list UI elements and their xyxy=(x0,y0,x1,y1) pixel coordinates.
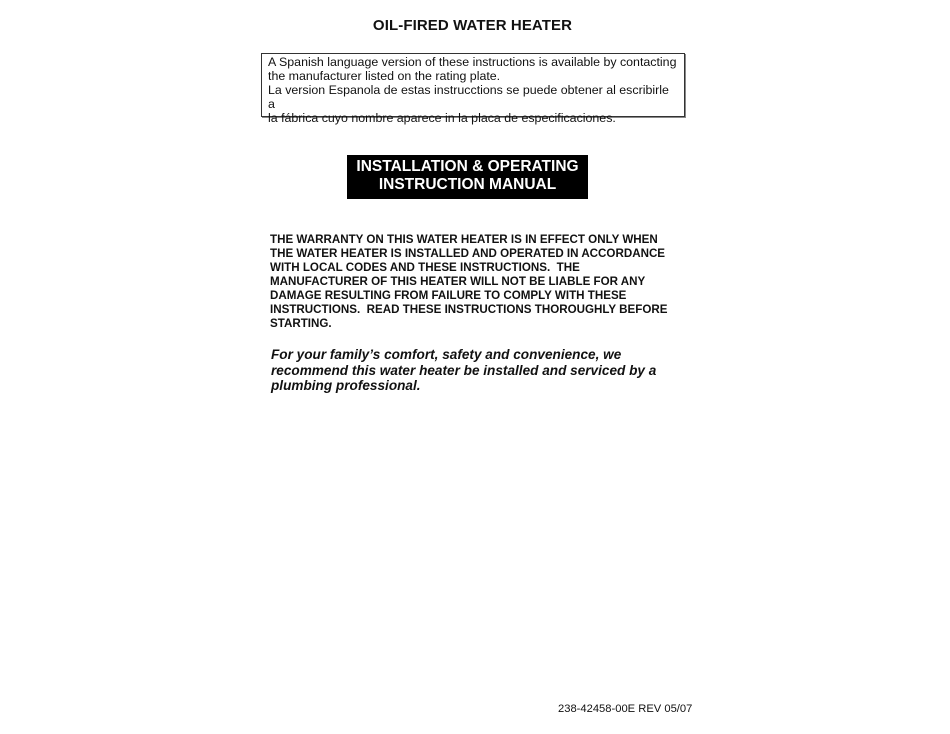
notice-line: A Spanish language version of these instructions is available by contacting xyxy=(268,55,677,69)
document-title: OIL-FIRED WATER HEATER xyxy=(372,17,573,34)
warranty-line: THE WATER HEATER IS INSTALLED AND OPERATED IN ACCORDANCE xyxy=(270,247,666,260)
warranty-line: DAMAGE RESULTING FROM FAILURE TO COMPLY WITH THESE xyxy=(270,289,627,302)
banner-line: INSTALLATION & OPERATING xyxy=(356,158,579,175)
recommendation-line: plumbing professional. xyxy=(271,378,421,393)
notice-line: the manufacturer listed on the rating plate. xyxy=(268,69,501,83)
notice-line: la fábrica cuyo nombre aparece in la placa de especificaciones. xyxy=(268,111,616,125)
recommendation-line: For your family’s comfort, safety and convenience, we xyxy=(271,347,622,362)
document-number: 238-42458-00E REV 05/07 xyxy=(558,703,693,715)
recommendation-line: recommend this water heater be installed and serviced by a xyxy=(271,362,657,378)
notice-line: La version Espanola de estas instrucctions se puede obtener al escribirle a xyxy=(268,83,669,111)
warranty-line: THE WARRANTY ON THIS WATER HEATER IS IN EFFECT ONLY WHEN xyxy=(270,233,658,246)
warranty-line: INSTRUCTIONS. READ THESE INSTRUCTIONS THOROUGHLY BEFORE xyxy=(270,303,668,316)
warranty-line: WITH LOCAL CODES AND THESE INSTRUCTIONS. THE xyxy=(270,261,580,274)
banner-line: INSTRUCTION MANUAL xyxy=(378,176,557,193)
warranty-line: STARTING. xyxy=(270,317,332,330)
spanish-language-notice-box xyxy=(261,53,685,125)
warranty-line: MANUFACTURER OF THIS HEATER WILL NOT BE LIABLE FOR ANY xyxy=(270,275,646,288)
professional-installation-recommendation xyxy=(271,347,691,394)
warranty-statement xyxy=(270,233,700,331)
manual-title-banner xyxy=(347,155,588,199)
